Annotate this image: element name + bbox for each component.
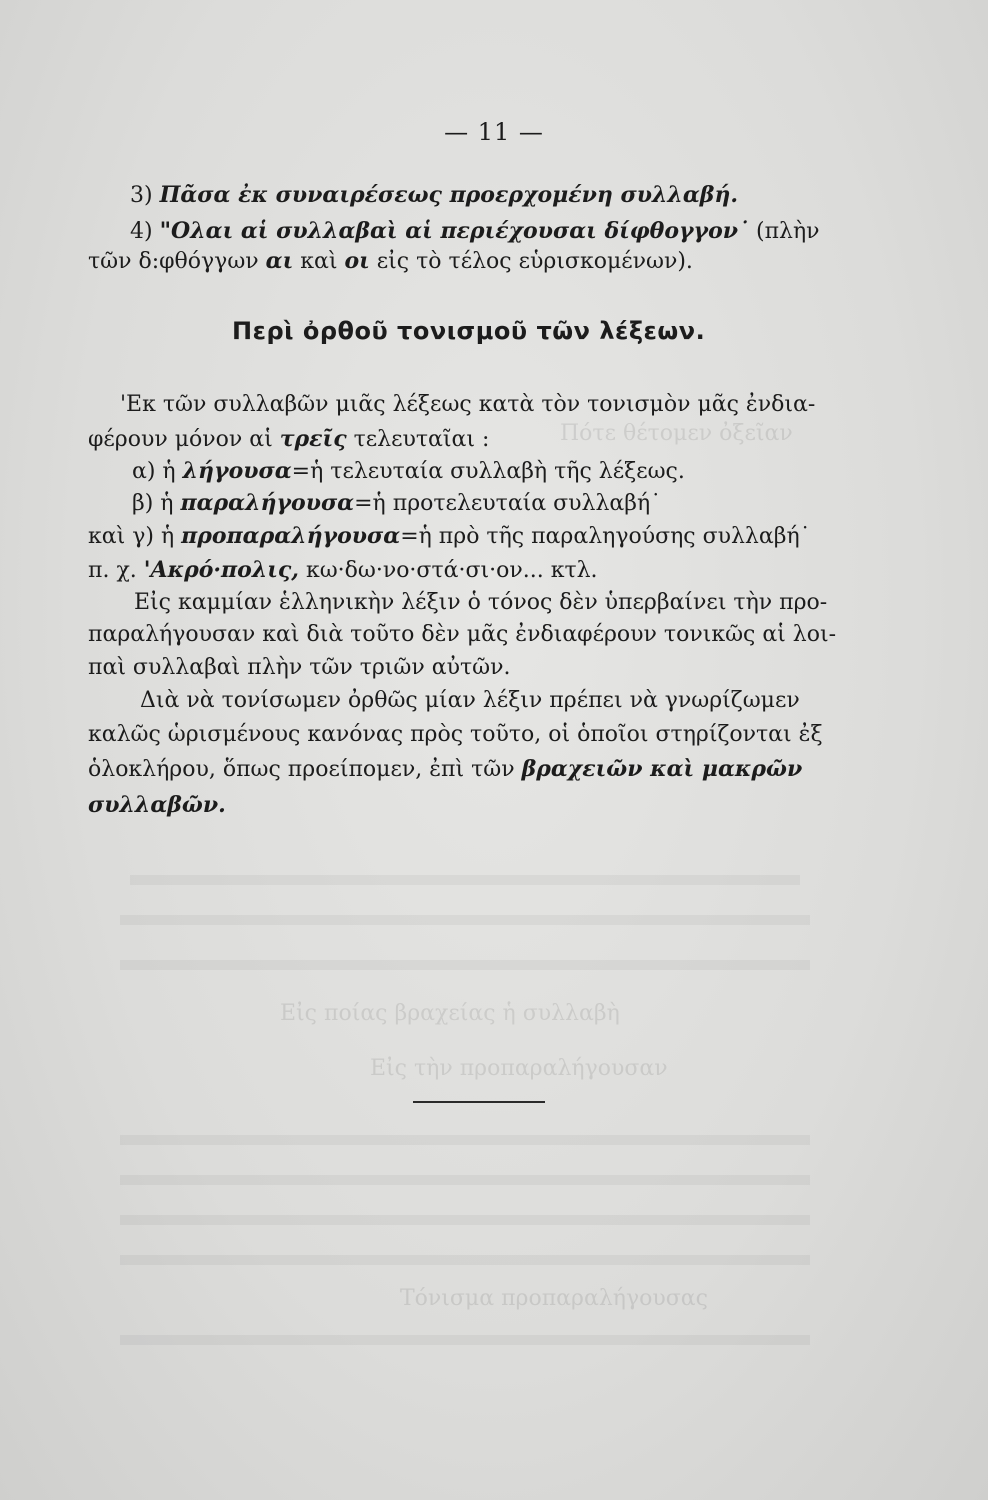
bleed-line-4: Τόνισμα προπαραλήγουσας	[400, 1286, 708, 1311]
definition-b	[132, 488, 661, 519]
example-word: 'Ακρό·πολις,	[143, 557, 299, 583]
end-rule	[413, 1101, 545, 1103]
text: π. χ.	[88, 558, 137, 583]
item-number: 4)	[130, 219, 153, 244]
text: φέρουν μόνον αἱ	[88, 427, 273, 452]
emphasis: τρεῖς	[279, 426, 347, 452]
section-heading: Περὶ ὀρθοῦ τονισμοῦ τῶν λέξεων.	[232, 317, 706, 345]
emphasis: οι	[344, 248, 370, 274]
paragraph-line: Εἰς καμμίαν ἑλληνικὴν λέξιν ὁ τόνος δὲν ὑπερβαίνει τὴν προ-	[134, 590, 828, 615]
item-text: "Ολαι αἱ συλλαβαὶ αἱ περιέχουσαι δίφθογγον˙	[159, 218, 750, 244]
paragraph-line: συλλαβῶν.	[88, 792, 226, 818]
term: προπαραλήγουσα	[181, 523, 401, 549]
paragraph-line: παραλήγουσαν καὶ διὰ τοῦτο δὲν μᾶς ἐνδιαφέρουν τονικῶς αἱ λοι-	[88, 622, 837, 647]
bleed-line-1: Πότε θέτομεν ὀξεῖαν	[560, 421, 793, 446]
term: λήγουσα	[182, 458, 292, 484]
paragraph-line	[88, 424, 489, 455]
list-item-4	[130, 216, 820, 247]
term: παραλήγουσα	[180, 490, 355, 516]
bleed-line-2: Εἰς ποίας βραχείας ἡ συλλαβὴ	[280, 1001, 620, 1026]
paragraph-line: παὶ συλλαβαὶ πλὴν τῶν τριῶν αὐτῶν.	[88, 655, 511, 680]
text: εἰς τὸ τέλος εὑρισκομένων).	[376, 249, 693, 274]
paragraph-line: καλῶς ὡρισμένους κανόνας πρὸς τοῦτο, οἱ ὁποῖοι στηρίζονται ἐξ	[88, 722, 823, 747]
emphasis: βραχειῶν καὶ μακρῶν	[521, 756, 803, 782]
paragraph-line: 'Εκ τῶν συλλαβῶν μιᾶς λέξεως κατὰ τὸν τονισμὸν μᾶς ἐνδια-	[120, 392, 816, 417]
bleed-line-3: Εἰς τὴν προπαραλήγουσαν	[370, 1056, 668, 1081]
text: τῶν δ:φθόγγων	[88, 249, 259, 274]
definition-c	[88, 521, 811, 552]
item-tail: (πλὴν	[756, 219, 820, 244]
list-item-4-continued	[88, 246, 693, 277]
page-number: — 11 —	[444, 118, 544, 146]
text: α) ἡ	[132, 459, 176, 484]
text: κω·δω·νο·στά·σι·ον... κτλ.	[305, 558, 598, 583]
text: =ἡ τελευταία συλλαβὴ τῆς λέξεως.	[291, 459, 685, 484]
text: ὁλοκλήρου, ὅπως προείπομεν, ἐπὶ τῶν	[88, 757, 515, 782]
emphasis: αι	[265, 248, 294, 274]
paragraph-line: Διὰ νὰ τονίσωμεν ὀρθῶς μίαν λέξιν πρέπει νὰ γνωρίζωμεν	[140, 688, 800, 713]
text: =ἡ πρὸ τῆς παραληγούσης συλλαβή˙	[400, 524, 811, 549]
paragraph-line	[88, 754, 802, 785]
definition-a	[132, 456, 685, 487]
item-number: 3)	[130, 183, 153, 208]
list-item-3	[130, 180, 738, 211]
example-line	[88, 555, 598, 586]
item-text: Πᾶσα ἐκ συναιρέσεως προερχομένη συλλαβή.	[159, 182, 739, 208]
text: καὶ	[300, 249, 338, 274]
text: καὶ γ) ἡ	[88, 524, 175, 549]
text: =ἡ προτελευταία συλλαβή˙	[354, 491, 662, 516]
text: β) ἡ	[132, 491, 174, 516]
text: τελευταῖαι :	[353, 427, 490, 452]
